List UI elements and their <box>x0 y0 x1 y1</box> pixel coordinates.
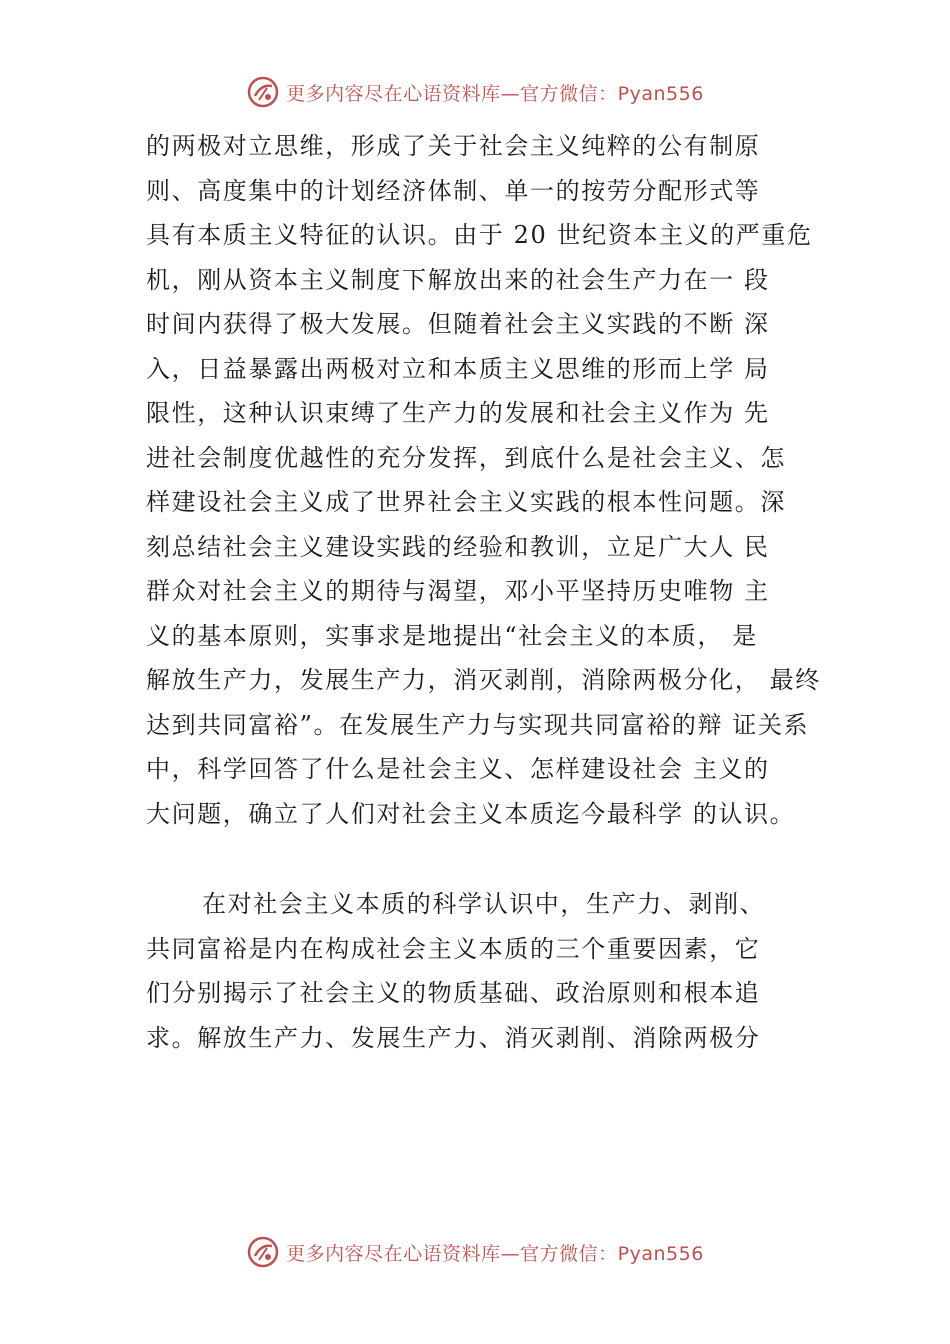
header-watermark <box>0 72 950 112</box>
watermark-text: 更多内容尽在心语资料库—官方微信：Pyan556 <box>286 82 704 105</box>
text-line: 样建设社会主义成了世界社会主义实践的根本性问题。深 <box>146 488 786 516</box>
text-line: 解放生产力，发展生产力，消灭剥削，消除两极分化， 最终 <box>146 666 821 694</box>
paragraph-gap <box>146 836 836 882</box>
watermark-text: 更多内容尽在心语资料库—官方微信：Pyan556 <box>286 1242 704 1265</box>
text-line: 求。解放生产力、发展生产力、消灭剥削、消除两极分 <box>146 1023 761 1052</box>
text-line: 大问题，确立了人们对社会主义本质迄今最科学 的认识。 <box>146 799 796 828</box>
body-text <box>146 124 836 1060</box>
text-line: 群众对社会主义的期待与渴望，邓小平坚持历史唯物 主 <box>146 577 770 605</box>
text-line: 中，科学回答了什么是社会主义、怎样建设社会 主义的 <box>146 755 770 783</box>
text-line: 义的基本原则，实事求是地提出“社会主义的本质， 是 <box>146 621 758 650</box>
text-line: 们分别揭示了社会主义的物质基础、政治原则和根本追 <box>146 979 761 1007</box>
paragraph-1 <box>146 124 836 836</box>
text-line: 时间内获得了极大发展。但随着社会主义实践的不断 深 <box>146 310 770 338</box>
logo-icon <box>246 1235 280 1269</box>
footer-watermark <box>0 1232 950 1272</box>
paragraph-2 <box>146 882 836 1060</box>
text-line: 限性，这种认识束缚了生产力的发展和社会主义作为 先 <box>146 399 770 427</box>
logo-icon <box>246 75 280 109</box>
text-line: 具有本质主义特征的认识。由于 20 世纪资本主义的严重危 <box>146 221 813 249</box>
text-line: 刻总结社会主义建设实践的经验和教训，立足广大人 民 <box>146 532 770 561</box>
text-line: 机，刚从资本主义制度下解放出来的社会生产力在一 段 <box>146 265 770 294</box>
text-line: 入，日益暴露出两极对立和本质主义思维的形而上学 局 <box>146 354 770 383</box>
text-line: 共同富裕是内在构成社会主义本质的三个重要因素，它 <box>146 934 761 963</box>
text-line: 达到共同富裕”。在发展生产力与实现共同富裕的辩 证关系 <box>146 710 810 739</box>
text-line: 则、高度集中的计划经济体制、单一的按劳分配形式等 <box>146 176 761 205</box>
text-line: 进社会制度优越性的充分发挥，到底什么是社会主义、怎 <box>146 443 786 472</box>
text-line: 的两极对立思维，形成了关于社会主义纯粹的公有制原 <box>146 132 761 160</box>
text-line: 在对社会主义本质的科学认识中，生产力、剥削、 <box>202 890 766 918</box>
